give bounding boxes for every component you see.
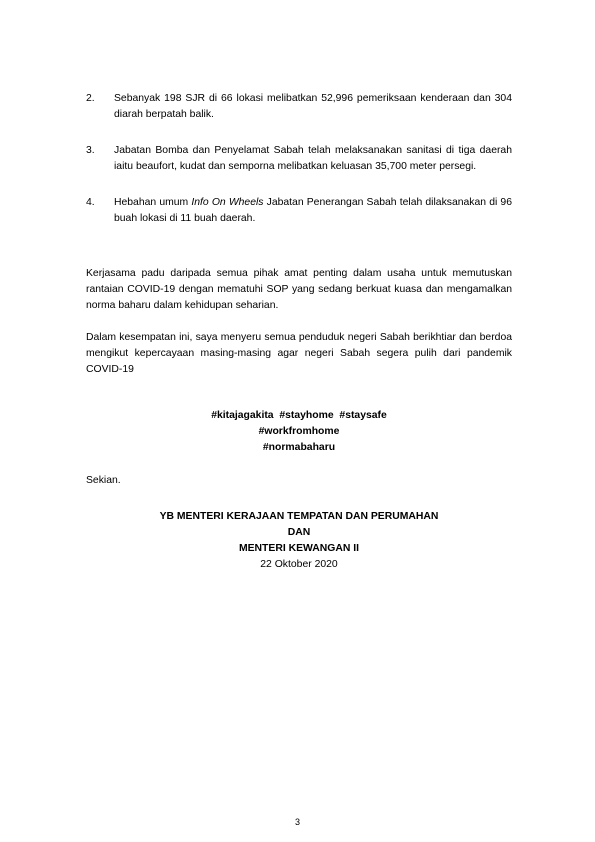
hashtag-line-2: #workfromhome [258, 426, 340, 437]
signature-title-1: YB MENTERI KERAJAAN TEMPATAN DAN PERUMAHAN [159, 511, 439, 522]
signature-title-3: MENTERI KEWANGAN II [238, 543, 360, 554]
numbered-list [86, 91, 512, 247]
paragraph-kerjasama: Kerjasama padu daripada semua pihak amat penting dalam usaha untuk memutuskan rantaian COVID-19 dengan mematuhi SOP yang sedang berkuat kuasa dan mengamalkan norma baharu dalam kehidupan seharian. [86, 268, 512, 311]
signature-title-2: DAN [287, 527, 311, 538]
info-on-wheels-italic: Info On Wheels [191, 197, 264, 208]
list-item-text-start: Hebahan umum [114, 197, 192, 208]
list-item [86, 91, 512, 123]
list-item [86, 195, 512, 227]
list-item-text: Sebanyak 198 SJR di 66 lokasi melibatkan 52,996 pemeriksaan kenderaan dan 304 diarah berpatah balik. [114, 93, 512, 120]
hashtag-line-1: #kitajagakita #stayhome #staysafe [211, 410, 387, 421]
closing-text: Sekian. [86, 475, 121, 486]
signature-block [86, 509, 512, 573]
page-number: 3 [294, 817, 300, 827]
list-item-text: Jabatan Bomba dan Penyelamat Sabah telah melaksanakan sanitasi di tiga daerah iaitu beaufort, kudat dan semporna melibatkan keluasan 35,700 meter persegi. [114, 145, 512, 172]
list-item-number: 4. [86, 197, 95, 208]
hashtag-line-3: #normabaharu [262, 442, 336, 453]
list-item-text [114, 195, 512, 227]
list-item-number: 3. [86, 145, 95, 156]
paragraph-seruan: Dalam kesempatan ini, saya menyeru semua penduduk negeri Sabah berikhtiar dan berdoa mengikut kepercayaan masing-masing agar negeri Sabah segera pulih dari pandemik COVID-19 [86, 332, 512, 375]
hashtag-block [86, 408, 512, 456]
list-item [86, 143, 512, 175]
list-item-number: 2. [86, 93, 95, 104]
signature-date: 22 Oktober 2020 [260, 559, 338, 570]
list-item-text-end: Jabatan Penerangan Sabah telah dilaksanakan di 96 buah lokasi di 11 buah daerah. [114, 197, 512, 224]
